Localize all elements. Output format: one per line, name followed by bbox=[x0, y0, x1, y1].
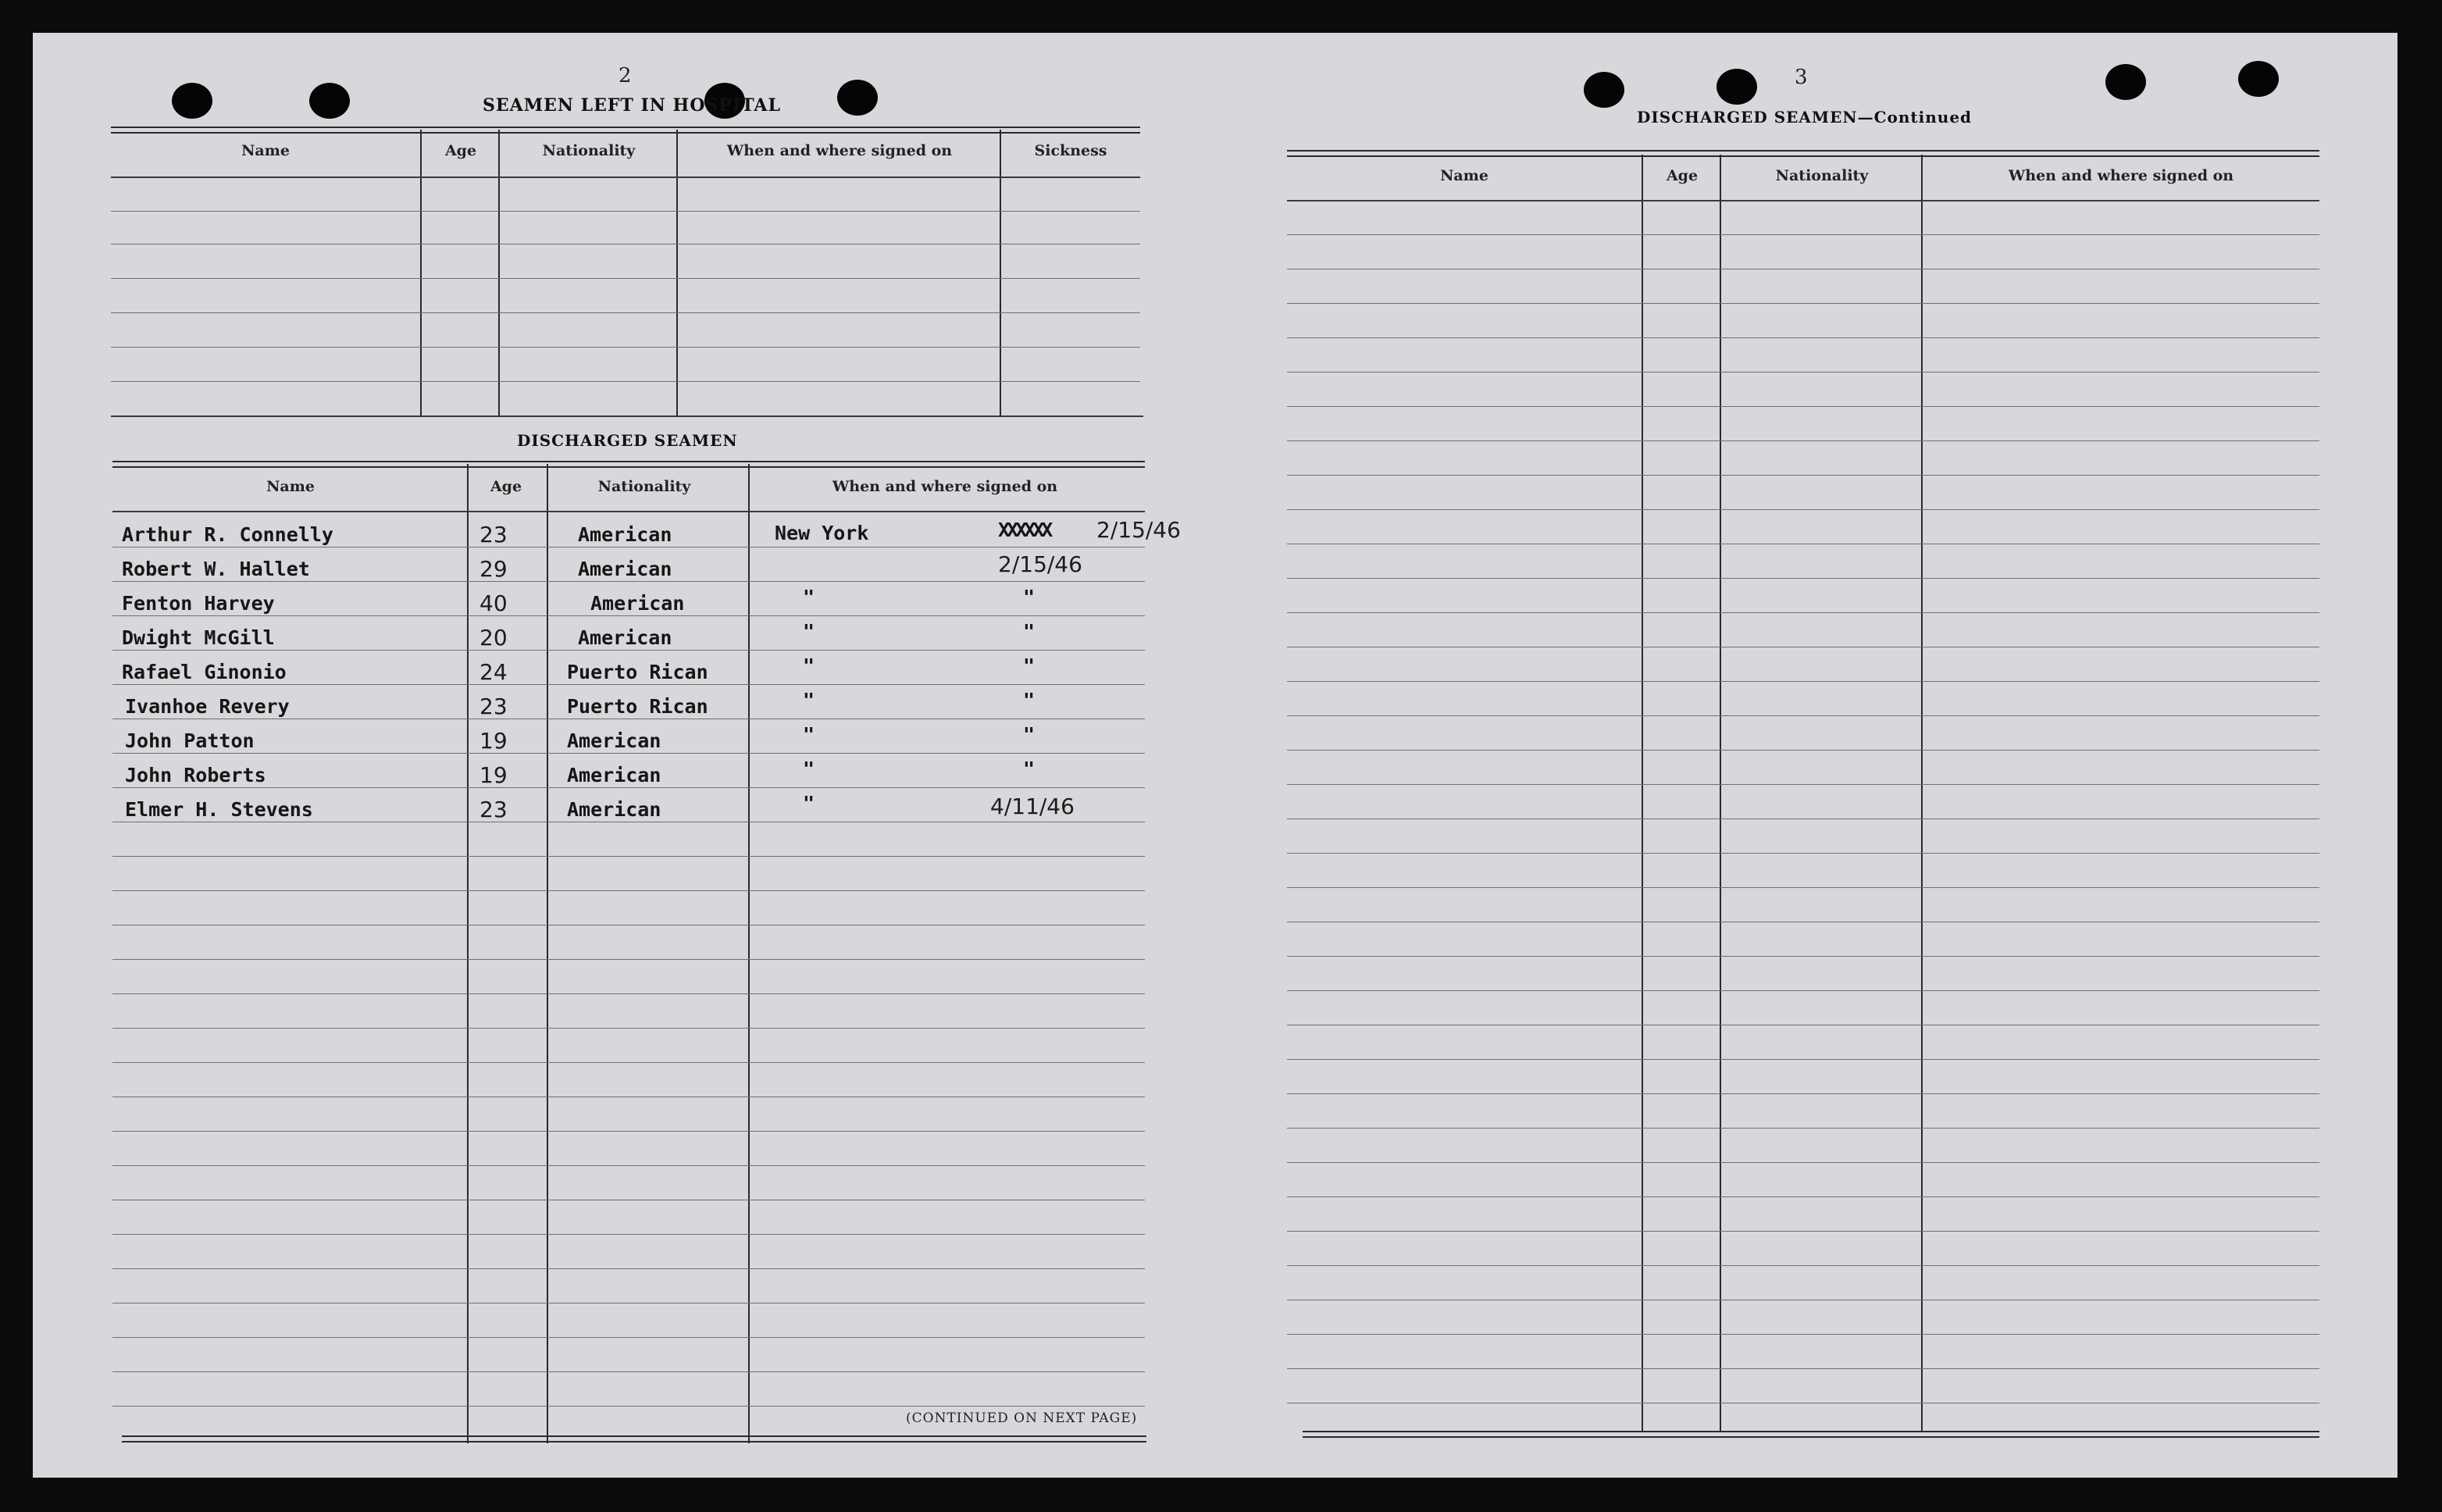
row-rule bbox=[1287, 1196, 2319, 1197]
row-rule bbox=[1287, 578, 2319, 579]
seaman-nationality: American bbox=[578, 558, 672, 580]
ditto-mark: " bbox=[1023, 620, 1036, 643]
seaman-name: Rafael Ginonio bbox=[122, 661, 287, 683]
row-rule bbox=[112, 993, 1145, 994]
punch-hole bbox=[1717, 69, 1757, 105]
row-rule bbox=[1287, 440, 2319, 441]
row-rule bbox=[112, 959, 1145, 960]
punch-hole bbox=[309, 83, 350, 119]
row-rule bbox=[111, 278, 1140, 279]
ditto-mark: " bbox=[803, 723, 815, 746]
column-rule bbox=[420, 130, 422, 417]
punch-hole bbox=[172, 83, 212, 119]
signed-on-date: 2/15/46 bbox=[1096, 517, 1181, 543]
seaman-nationality: American bbox=[578, 523, 672, 546]
ditto-mark: " bbox=[1023, 723, 1036, 746]
row-rule bbox=[112, 1406, 1145, 1407]
row-rule bbox=[1287, 1231, 2319, 1232]
seaman-name: Ivanhoe Revery bbox=[125, 695, 290, 718]
seaman-age: 23 bbox=[479, 694, 508, 719]
column-rule bbox=[467, 464, 469, 1443]
punch-hole bbox=[837, 80, 878, 116]
row-rule bbox=[112, 684, 1145, 685]
seaman-age: 24 bbox=[479, 659, 508, 685]
signed-on-date: 2/15/46 bbox=[998, 551, 1082, 577]
punch-hole bbox=[2238, 61, 2279, 97]
table-rule bbox=[1287, 150, 2319, 157]
ditto-mark: " bbox=[1023, 654, 1036, 677]
punch-hole bbox=[1584, 72, 1624, 108]
hospital-section-title: SEAMEN LEFT IN HOSPITAL bbox=[483, 95, 781, 116]
row-rule bbox=[112, 1234, 1145, 1235]
seaman-nationality: American bbox=[578, 626, 672, 649]
row-rule bbox=[1287, 990, 2319, 991]
seaman-nationality: American bbox=[567, 798, 661, 821]
page-number: 2 bbox=[619, 64, 632, 87]
row-rule bbox=[1287, 509, 2319, 510]
row-rule bbox=[111, 347, 1140, 348]
row-rule bbox=[112, 890, 1145, 891]
row-rule bbox=[112, 856, 1145, 857]
seaman-name: John Roberts bbox=[125, 764, 266, 786]
row-rule bbox=[112, 581, 1145, 582]
row-rule bbox=[112, 1028, 1145, 1029]
row-rule bbox=[112, 1371, 1145, 1372]
table-rule bbox=[111, 127, 1140, 134]
row-rule bbox=[1287, 1368, 2319, 1369]
column-rule bbox=[1720, 155, 1721, 1432]
column-header: When and where signed on bbox=[2008, 167, 2234, 184]
discharged-section-title: DISCHARGED SEAMEN bbox=[517, 431, 738, 450]
row-rule bbox=[112, 615, 1145, 616]
table-rule bbox=[111, 415, 1143, 417]
column-header: When and where signed on bbox=[832, 478, 1058, 495]
ditto-mark: " bbox=[803, 654, 815, 677]
row-rule bbox=[112, 753, 1145, 754]
column-rule bbox=[748, 464, 750, 1443]
row-rule bbox=[1287, 475, 2319, 476]
row-rule bbox=[112, 650, 1145, 651]
ditto-mark: " bbox=[1023, 689, 1036, 711]
column-header: Name bbox=[1440, 167, 1488, 184]
seaman-name: Arthur R. Connelly bbox=[122, 523, 333, 546]
row-rule bbox=[112, 1165, 1145, 1166]
column-rule bbox=[1921, 155, 1923, 1432]
column-header: Nationality bbox=[542, 142, 636, 159]
row-rule bbox=[111, 312, 1140, 313]
seaman-age: 20 bbox=[479, 625, 508, 651]
table-rule bbox=[1287, 200, 2319, 201]
row-rule bbox=[1287, 1093, 2319, 1094]
row-rule bbox=[1287, 681, 2319, 682]
column-header: When and where signed on bbox=[726, 142, 953, 159]
row-rule bbox=[1287, 818, 2319, 819]
column-rule bbox=[676, 130, 678, 417]
column-rule bbox=[1000, 130, 1001, 417]
row-rule bbox=[1287, 337, 2319, 338]
seaman-age: 23 bbox=[479, 797, 508, 822]
ditto-mark: " bbox=[1023, 586, 1036, 608]
continued-note: (CONTINUED ON NEXT PAGE) bbox=[906, 1410, 1138, 1426]
row-rule bbox=[1287, 750, 2319, 751]
column-rule bbox=[1642, 155, 1643, 1432]
row-rule bbox=[1287, 234, 2319, 235]
row-rule bbox=[1287, 303, 2319, 304]
row-rule bbox=[1287, 715, 2319, 716]
signed-on-place: New York bbox=[775, 522, 869, 544]
seaman-age: 19 bbox=[479, 762, 508, 788]
seaman-age: 23 bbox=[479, 522, 508, 547]
row-rule bbox=[1287, 1265, 2319, 1266]
table-rule bbox=[112, 461, 1145, 468]
struck-out-text: XXXXXX bbox=[998, 519, 1050, 541]
column-header: Nationality bbox=[1775, 167, 1869, 184]
punch-hole bbox=[2105, 64, 2146, 100]
row-rule bbox=[111, 381, 1140, 382]
seaman-name: Fenton Harvey bbox=[122, 592, 275, 615]
ditto-mark: " bbox=[803, 689, 815, 711]
seaman-name: Elmer H. Stevens bbox=[125, 798, 313, 821]
seaman-name: John Patton bbox=[125, 729, 255, 752]
row-rule bbox=[1287, 1334, 2319, 1335]
row-rule bbox=[1287, 784, 2319, 785]
column-header: Sickness bbox=[1034, 142, 1107, 159]
row-rule bbox=[112, 787, 1145, 788]
table-rule bbox=[122, 1435, 1146, 1442]
ledger-sheet bbox=[33, 33, 2397, 1478]
row-rule bbox=[111, 211, 1140, 212]
ditto-mark: " bbox=[1023, 758, 1036, 780]
seaman-age: 29 bbox=[479, 556, 508, 582]
discharged-continued-title: DISCHARGED SEAMEN—Continued bbox=[1637, 108, 1973, 127]
ditto-mark: " bbox=[803, 586, 815, 608]
row-rule bbox=[1287, 372, 2319, 373]
row-rule bbox=[112, 1131, 1145, 1132]
signed-on-date: 4/11/46 bbox=[990, 793, 1075, 819]
row-rule bbox=[1287, 406, 2319, 407]
row-rule bbox=[1287, 853, 2319, 854]
seaman-name: Dwight McGill bbox=[122, 626, 275, 649]
column-header: Name bbox=[266, 478, 315, 495]
page-number: 3 bbox=[1795, 66, 1808, 89]
table-rule bbox=[111, 177, 1140, 178]
column-rule bbox=[498, 130, 500, 417]
column-header: Name bbox=[241, 142, 290, 159]
row-rule bbox=[112, 1062, 1145, 1063]
seaman-name: Robert W. Hallet bbox=[122, 558, 310, 580]
column-rule bbox=[547, 464, 548, 1443]
row-rule bbox=[112, 1337, 1145, 1338]
seaman-age: 19 bbox=[479, 728, 508, 754]
row-rule bbox=[1287, 1128, 2319, 1129]
row-rule bbox=[112, 1268, 1145, 1269]
ditto-mark: " bbox=[803, 758, 815, 780]
seaman-nationality: American bbox=[567, 764, 661, 786]
seaman-age: 40 bbox=[479, 590, 508, 616]
table-rule bbox=[1303, 1431, 2319, 1438]
seaman-nationality: American bbox=[590, 592, 685, 615]
column-header: Age bbox=[444, 142, 477, 159]
seaman-nationality: Puerto Rican bbox=[567, 661, 708, 683]
ditto-mark: " bbox=[803, 620, 815, 643]
row-rule bbox=[1287, 887, 2319, 888]
column-header: Nationality bbox=[597, 478, 691, 495]
ditto-mark: " bbox=[803, 792, 815, 815]
column-header: Age bbox=[1666, 167, 1699, 184]
row-rule bbox=[1287, 1162, 2319, 1163]
row-rule bbox=[1287, 956, 2319, 957]
row-rule bbox=[1287, 1059, 2319, 1060]
seaman-nationality: Puerto Rican bbox=[567, 695, 708, 718]
seaman-nationality: American bbox=[567, 729, 661, 752]
column-header: Age bbox=[490, 478, 522, 495]
row-rule bbox=[1287, 612, 2319, 613]
table-rule bbox=[112, 511, 1145, 512]
